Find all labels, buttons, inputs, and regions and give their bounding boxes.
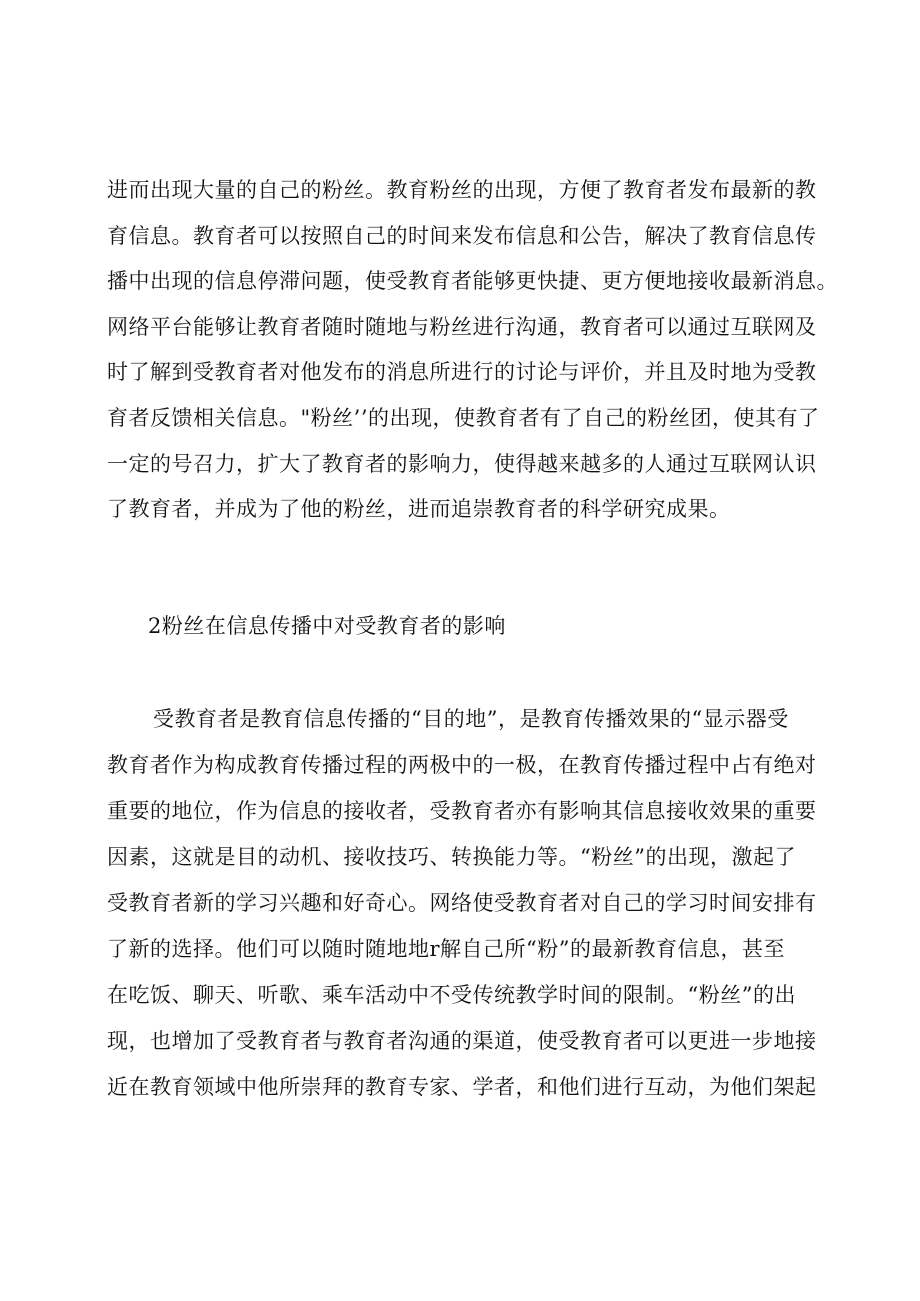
paragraph-1-line-6: 育者反馈相关信息。"粉丝’’的出现，使教育者有了自己的粉丝团，使其有了: [107, 406, 820, 430]
paragraph-2-line-7: 在吃饭、聊天、听歌、乘车活动中不受传统教学时间的限制。“粉丝”的出: [107, 983, 796, 1007]
paragraph-2-line-8: 现，也增加了受教育者与教育者沟通的渠道，使受教育者可以更进一步地接: [107, 1029, 817, 1053]
section-heading: 2粉丝在信息传播中对受教育者的影响: [148, 614, 506, 638]
paragraph-2-line-5: 受教育者新的学习兴趣和好奇心。网络使受教育者对自己的学习时间安排有: [107, 891, 817, 915]
paragraph-2-line-1: 受教育者是教育信息传播的“目的地”，是教育传播效果的“显示器受: [153, 707, 789, 731]
paragraph-1-line-1: 进而出现大量的自己的粉丝。教育粉丝的出现，方便了教育者发布最新的教: [107, 178, 817, 202]
paragraph-1-line-3: 播中出现的信息停滞问题，使受教育者能够更快捷、更方便地接收最新消息。: [107, 269, 838, 293]
paragraph-2-line-6: 了新的选择。他们可以随时随地地r解自己所“粉”的最新教育信息，甚至: [107, 937, 786, 961]
paragraph-1-line-5: 时了解到受教育者对他发布的消息所进行的讨论与评价，并且及时地为受教: [107, 360, 817, 384]
paragraph-2-line-3: 重要的地位，作为信息的接收者，受教育者亦有影响其信息接收效果的重要: [107, 799, 817, 823]
paragraph-1-line-4: 网络平台能够让教育者随时随地与粉丝进行沟通，教育者可以通过互联网及: [107, 315, 817, 339]
paragraph-1-line-7: 一定的号召力，扩大了教育者的影响力，使得越来越多的人通过互联网认识: [107, 452, 817, 476]
paragraph-1-line-2: 育信息。教育者可以按照自己的时间来发布信息和公告，解决了教育信息传: [107, 224, 817, 248]
paragraph-2-line-2: 教育者作为构成教育传播过程的两极中的一极，在教育传播过程中占有绝对: [107, 753, 817, 777]
paragraph-1-line-8: 了教育者，并成为了他的粉丝，进而追崇教育者的科学研究成果。: [107, 497, 731, 521]
paragraph-2-line-9: 近在教育领域中他所崇拜的教育专家、学者，和他们进行互动，为他们架起: [107, 1075, 817, 1099]
paragraph-2-line-4: 因素，这就是目的动机、接收技巧、转换能力等。“粉丝”的出现，激起了: [107, 845, 796, 869]
